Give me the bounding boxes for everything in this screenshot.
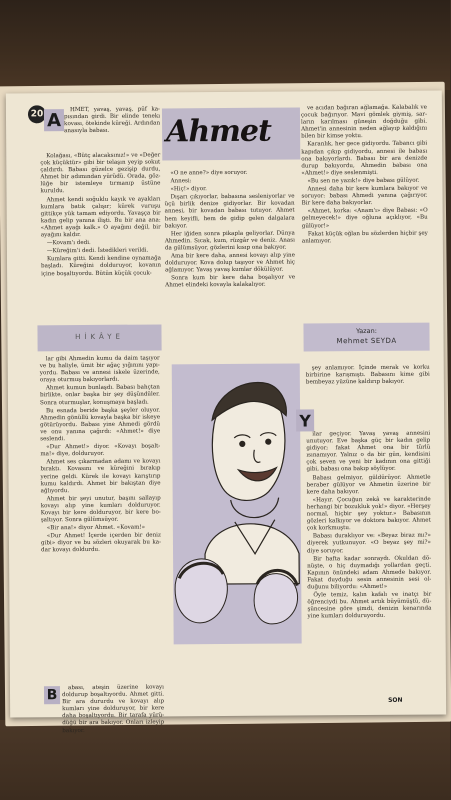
- paragraph: Babası duraklıyor ve: «Beyaz biraz mı?» diyerek yutkunuyor. «O beyaz şey mi?» diye soruyor.: [306, 532, 431, 554]
- column-1-continued: [40, 152, 161, 278]
- paragraph: «Hayır. Çocuğun zekâ ve karakterinde herhangi bir bozukluk yok!» diyor. «Herşey normal, hiçbir şey yoktur.» Babasının gözleri kalkıyor ve doktora bakıyor. Ahmet çok korkmuştu.: [306, 496, 431, 532]
- magazine-page: [6, 90, 446, 734]
- end-mark: SON: [388, 696, 403, 704]
- paragraph: «Ahmet, korka: «Anam'ı» diye Babası: «O gelmeyecek!» diye oğluna açıklıyor, «Bu gülüyor!»: [301, 207, 428, 229]
- paragraph: —Kovam'ı dedi.: [46, 240, 91, 247]
- dropcap-third: Y: [296, 409, 314, 431]
- title-banner: [162, 107, 300, 160]
- paragraph: Fakat küçük oğlan bu sözlerden hiçbir şey anlamıyor.: [301, 230, 428, 245]
- column-3-middle: [306, 365, 430, 388]
- author-box: [303, 323, 429, 352]
- dropcap-first: A: [44, 109, 64, 131]
- paragraph: —Küreğim'i dedi. İstedikleri verildi.: [46, 247, 149, 255]
- paragraph: «Bu sen ne yazık!» diye babası gülüyor.: [307, 177, 420, 185]
- paragraph: «Dur Ahmet!» diyor. «Kovayı boşaltma!» diye, dolduruyor.: [40, 443, 161, 458]
- paragraph: Her iğiden sonra pikapla geliyorlar. Dünya Ahmedin. Sıcak, kum, rüzgâr ve deniz. Anası da gülümsüyor, gözlerini kısıp ona bakıyor.: [164, 230, 295, 252]
- paragraph: «O ne anne?» diye soruyor.: [170, 169, 248, 177]
- paragraph: Ahmet kendi soğuklu kayık ve ayakları kumlara batık çalışır; kürek vuruşu gittikçe yük tamam ediyordu. Yavaşça bir kadın gelip yanına ilişti. Bu bir ana ana: «Ahmet ayağı kalk.» O ayağını değil, bir ayağını kaldır.: [40, 196, 161, 239]
- column-3-bottom: [306, 431, 431, 622]
- column-1-top: [40, 106, 160, 136]
- paragraph: Babası gelmiyor, güldürüyor. Ahmetle beraber gülüyor ve Ahmetin üzerine bir kere daha bakıyor.: [306, 474, 431, 496]
- author-name: Mehmet SEYDA: [336, 336, 397, 346]
- paragraph: abası, ateşin üzerine kovayı doldurup boşaltıyordu. Ahmet gitti. Bir ara dururdu ve kovayı alıp kumları yine dolduruyor, bir kere daha boşaltıyordu. Bir tarafa yürüdüğü bir ara bakıyor. Onları izleyip bakıyor.: [62, 684, 165, 734]
- paragraph: ilar geçiyor. Yavaş yavaş annesini unutuyor. Eve başka güç bir kadın gelip gidiyor; fakat Ahmet ona bir türlü ısınamıyor. Yalnız o da bir gün, kendisini çok seven ve yeni bir kadının ona gittiği gibi, babası ona bakıp söylüyor.: [306, 430, 431, 473]
- paragraph: Kumlara gitti. Kendi kendine oynamağa başladı. Küreğini dolduruyor, kovanın içine boşaltıyordu. Bütün küçük çocuk-: [41, 255, 162, 277]
- paragraph: Bu esnada beride başka şeyler oluyor. Ahmedin gönüllü kovayla başka bir iskeye götürüyordu. Babası yine Ahmedi gördü ve onu yanına çağırdı: «Ahmet!» diye seslendi.: [40, 407, 161, 443]
- paragraph: Ahmet bir şeyi unutur, başını sallayıp kovayı alıp yine kumları dolduruyor. Kovayı bir kere dolduruyor, bir kere boşaltıyor. Sonra gülümsüyor.: [40, 495, 161, 524]
- paragraph: Ahmet kumun bunlaşdı. Babası bahçtan birlikte, onlar başka bir şey düşündüler. Sonra oturmuşlar, konuşmaya başladı.: [39, 384, 160, 406]
- paragraph: Ahmet ses çıkarmadan adamı ve kovayı bıraktı. Kovasını ve küreğini bırakıp yerine geldi. Kürek ile kovayı karıştırıp kumu kaldırdı. Ahmet bir bakıştan diye ağlıyordu.: [40, 458, 161, 494]
- paragraph: Bir hafta kadar sonraydı. Okuldan dönüşte, o hiç duymadığı yollardan geçti. Kapının önündeki adam Ahmede bakıyor. Fakat duyduğu sesin annesinin sesi olduğunu biliyordu: «Ahmet!»: [307, 555, 432, 591]
- section-label: HİKÂYE: [75, 332, 124, 342]
- paragraph: şey anlamıyor. İçinde merak ve korku birbirine karışmıştı. Babasını kime gibi bembeyaz yüzüne kaldırıp bakıyor.: [305, 364, 430, 386]
- boy-illustration: [164, 353, 302, 654]
- author-label: Yazan:: [356, 326, 377, 336]
- story-title: Ahmet: [165, 113, 271, 150]
- paragraph: Karanlık, her gece gidiyordu. Tabancı gibi kapıdan çıkıp gidiyordu, annesi ile babası ona bakıyorlardı. Babası bir ara denizde durup bakıyordu, Ahmedin babası ona «Ahmet!» diye seslenmişti.: [301, 141, 428, 177]
- page-number: 20: [28, 105, 46, 123]
- paragraph: Ama bir kere daha, annesi kovayı alıp yine dolduruyor. Kova dolup taşıyor ve Ahmet hiç ağlamıyor. Yavaş yavaş kumlar dökülüyor.: [164, 252, 296, 274]
- paragraph: «Hiç!» diyor.: [170, 186, 207, 193]
- dropcap-second: B: [44, 686, 60, 704]
- paragraph: «Dur Ahmet! İçerde içerden bir deniz gibi» diyor ve bu sözleri okuyarak bu kadar kovayı doldurdu.: [40, 532, 161, 554]
- paragraph: Annesi:: [170, 178, 192, 185]
- paragraph: Sonra kum bir kere daha boşalıyor ve Ahmet elindeki kovayla kalakalıyor.: [165, 274, 296, 289]
- paragraph: Kolağası, «Bütç alacaksınız!» ve «Değer çok küçüktür» gibi bir telaşın yeyip sokut çaldırdı. Babası güzelce gezişip durdu, Ahmet bir adımından yürüdü. Orada, gözlüğe bir istemleye tırmanıp üstüne kuruldu.: [40, 152, 161, 195]
- paragraph: Annesi daha bir kere kumlara bakıyor ve soruyor: babası Ahmedi yanına çağırıyor. Bir kere daha bakıyorlar.: [301, 185, 428, 207]
- column-1-end: [62, 684, 164, 735]
- section-label-bar: [37, 324, 161, 351]
- paragraph: Dışarı çıkıyorlar, babasına sesleniyorlar ve üçü birlik denize gidiyorlar. Bir kovadan annesi, bir kovadan babası tutuyor. Ahmet hem keyifli, hem de gidip gelen dalgalara bakıyor.: [164, 193, 295, 230]
- column-1-bottom: [40, 355, 161, 555]
- paragraph: «Bir ana!» diyor Ahmet. «Kovam!»: [46, 524, 146, 532]
- paragraph: HMET, yavaş, yavaş, püf kapısından girdi. Bir elinde tenekı kovası, ötekinde küreği. Ardından anasıyla babası.: [63, 106, 161, 135]
- column-2: [164, 170, 295, 291]
- column-3: [301, 105, 428, 247]
- paragraph: Öyle temiz, kalın kafalı ve inatçı bir öğrenciydi bu. Ahmet artık büyümüştü, düşüncesine göre şimdi, denizin kenarında yine kumları dolduruyordu.: [307, 591, 432, 620]
- paragraph: lar gibi Ahmedin kumu da daim taşıyor ve bu haliyle, ümit bir ağaç yığınını yapıyordu. Babası ve annesi iskele üzerinde, oraya oturmuş bakıyorlardı.: [39, 355, 160, 384]
- desk-surface-top: [0, 0, 450, 90]
- paragraph: ve acıdan bağıran ağlamağa. Kalabalık ve çocuk bağırıyor. Mavi gömlek giymiş, sarların karılması güneşin doğduğu gibi. Ahmet'in annesinin neden ağlayıp kaldığını bilen bir kimse yoktu.: [300, 104, 428, 140]
